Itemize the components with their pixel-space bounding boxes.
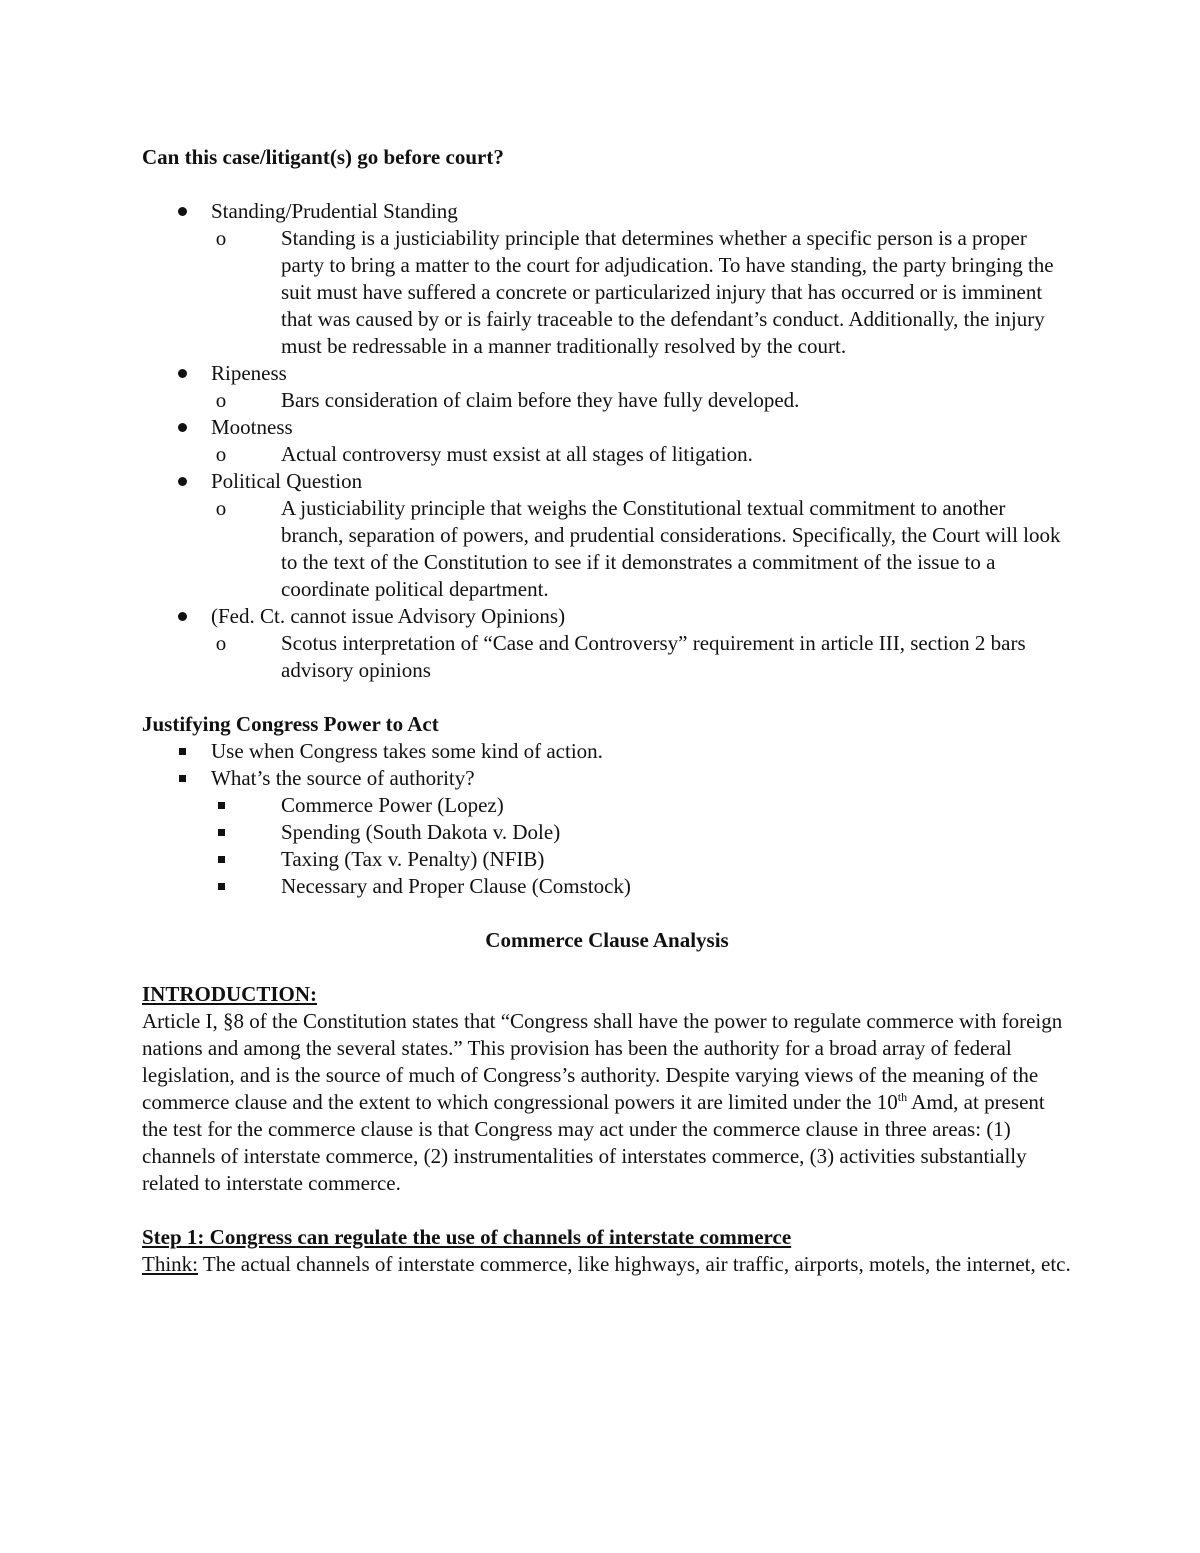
bullet-circle-icon: o — [215, 496, 227, 520]
list-item: Political Question o A justiciability principle that weighs the Constitutional textual commitment to another branch, separation of powers, and prudential considerations. Specifically, the Court will look to the text of the Constitution to see if it demonstrates a commitment of the issue to a coordinate political department. — [142, 468, 1072, 603]
intro-paragraph: Article I, §8 of the Constitution states that “Congress shall have the power to regulate commerce with foreign nations and among the several states.” This provision has been the authority for a broad array of federal legislation, and is the source of much of Congress’s authority. Despite varying views of the meaning of the commerce clause and the extent to which congressional powers it are limited under the 10th Amd, at present the test for the commerce clause is that Congress may act under the commerce clause in three areas: (1) channels of interstate commerce, (2) instrumentalities of interstates commerce, (3) activities substantially related to interstate commerce. — [142, 1009, 1063, 1195]
list-item: (Fed. Ct. cannot issue Advisory Opinions) o Scotus interpretation of “Case and Controversy” requirement in article III, section 2 bars advisory opinions — [142, 603, 1072, 684]
list-item: Ripeness o Bars consideration of claim before they have fully developed. — [142, 360, 1072, 414]
bullet-square-icon — [172, 738, 192, 765]
sub-list-item: Taxing (Tax v. Penalty) (NFIB) — [211, 846, 1072, 873]
bullet-dot-icon — [172, 198, 192, 225]
bullet-dot-icon — [172, 414, 192, 441]
congress-power-list — [142, 738, 1072, 900]
list-item: What’s the source of authority? Commerce Power (Lopez) Spending (South Dakota v. Dole) Taxing (Tax v. Penalty) (NFIB) Necessary and Proper Clause (Comstock) — [142, 765, 1072, 900]
step1-heading: Step 1: Congress can regulate the use of channels of interstate commerce — [142, 1225, 792, 1249]
sub-list-item: Commerce Power (Lopez) — [211, 792, 1072, 819]
sub-list-item: o Actual controversy must exsist at all stages of litigation. — [211, 441, 1072, 468]
sub-list-item: o Bars consideration of claim before they have fully developed. — [211, 387, 1072, 414]
think-paragraph: Think: The actual channels of interstate commerce, like highways, air traffic, airports, motels, the internet, etc. — [142, 1252, 1071, 1276]
bullet-circle-icon: o — [215, 442, 227, 466]
bullet-square-icon — [211, 819, 231, 846]
sub-list-item: Spending (South Dakota v. Dole) — [211, 819, 1072, 846]
bullet-dot-icon — [172, 468, 192, 495]
document-page — [142, 144, 1072, 1278]
list-item: Mootness o Actual controversy must exsist at all stages of litigation. — [142, 414, 1072, 468]
bullet-dot-icon — [172, 603, 192, 630]
bullet-square-icon — [211, 792, 231, 819]
section-heading-court: Can this case/litigant(s) go before court? — [142, 145, 504, 169]
bullet-dot-icon — [172, 360, 192, 387]
section-heading-congress-power: Justifying Congress Power to Act — [142, 712, 439, 736]
intro-heading: INTRODUCTION: — [142, 982, 318, 1006]
bullet-square-icon — [211, 873, 231, 900]
bullet-square-icon — [172, 765, 192, 792]
list-item: Standing/Prudential Standing o Standing is a justiciability principle that determines whether a specific person is a proper party to bring a matter to the court for adjudication. To have standing, the party bringing the suit must have suffered a concrete or particularized injury that has occurred or is imminent that was caused by or is fairly traceable to the defendant’s conduct. Additionally, the injury must be redressable in a manner traditionally resolved by the court. — [142, 198, 1072, 360]
bullet-square-icon — [211, 846, 231, 873]
sub-list-item: Necessary and Proper Clause (Comstock) — [211, 873, 1072, 900]
bullet-circle-icon: o — [215, 226, 227, 250]
list-item: Use when Congress takes some kind of action. — [142, 738, 1072, 765]
sub-list-item: o Scotus interpretation of “Case and Controversy” requirement in article III, section 2 bars advisory opinions — [211, 630, 1072, 684]
section-title-commerce-clause: Commerce Clause Analysis — [485, 928, 729, 952]
sub-list-item: o Standing is a justiciability principle that determines whether a specific person is a proper party to bring a matter to the court for adjudication. To have standing, the party bringing the suit must have suffered a concrete or particularized injury that has occurred or is imminent that was caused by or is fairly traceable to the defendant’s conduct. Additionally, the injury must be redressable in a manner traditionally resolved by the court. — [211, 225, 1072, 360]
think-label: Think: — [142, 1252, 198, 1276]
sub-list-item: o A justiciability principle that weighs the Constitutional textual commitment to another branch, separation of powers, and prudential considerations. Specifically, the Court will look to the text of the Constitution to see if it demonstrates a commitment of the issue to a coordinate political department. — [211, 495, 1072, 603]
justiciability-list — [142, 198, 1072, 684]
bullet-circle-icon: o — [215, 631, 227, 655]
bullet-circle-icon: o — [215, 388, 227, 412]
